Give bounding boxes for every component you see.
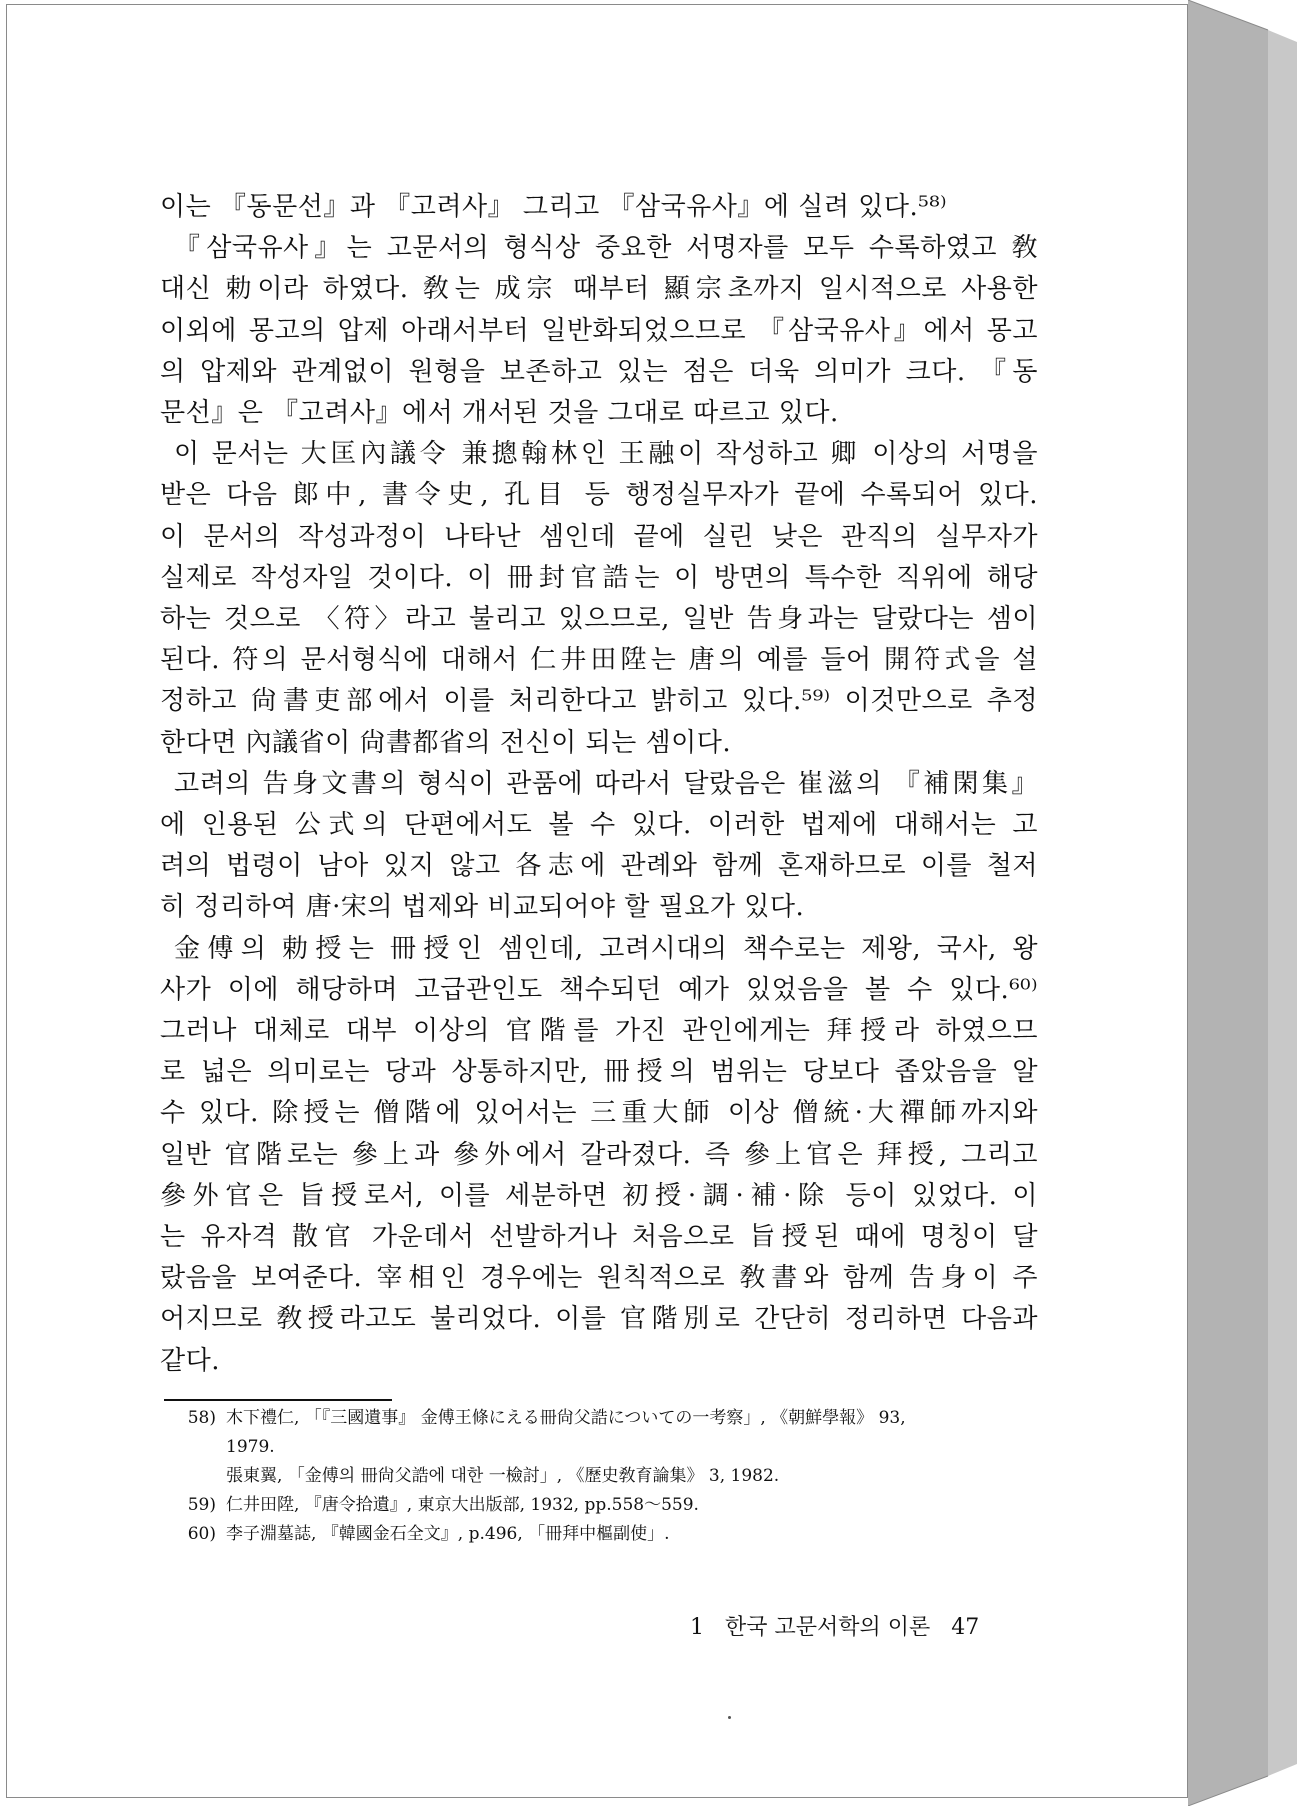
text-line: 일반 官階로는 參上과 參外에서 갈라졌다. 즉 參上官은 拜授, 그리고 [160, 1139, 1038, 1170]
footnote-line [170, 1520, 670, 1548]
text-line: 參外官은 旨授로서, 이를 세분하면 初授·調·補·除 등이 있었다. 이 [160, 1180, 1038, 1211]
footnote-line [170, 1462, 779, 1490]
text-line: 이외에 몽고의 압제 아래서부터 일반화되었으므로 『삼국유사』에서 몽고 [160, 315, 1038, 346]
chapter-title: 한국 고문서학의 이론 [725, 1615, 931, 1640]
text-line: 의 압제와 관계없이 원형을 보존하고 있는 점은 더욱 의미가 크다. 『동 [160, 356, 1038, 387]
text-line: 려의 법령이 남아 있지 않고 各志에 관례와 함께 혼재하므로 이를 철저 [160, 851, 1038, 882]
footnote-rule [164, 1399, 392, 1401]
footnote-line [170, 1404, 906, 1432]
speck [728, 1716, 731, 1719]
text-line: 히 정리하여 唐·宋의 법제와 비교되어야 할 필요가 있다. [160, 892, 805, 923]
page-number: 47 [951, 1615, 980, 1640]
text-line: 어지므로 敎授라고도 불리었다. 이를 官階別로 간단히 정리하면 다음과 [160, 1304, 1038, 1335]
text-line: 된다. 符의 문서형식에 대해서 仁井田陞는 唐의 예를 들어 開符式을 설 [160, 645, 1038, 676]
text-line: 수 있다. 除授는 僧階에 있어서는 三重大師 이상 僧統·大禪師까지와 [160, 1098, 1038, 1129]
text-line: 이 문서의 작성과정이 나타난 셈인데 끝에 실린 낮은 관직의 실무자가 [160, 521, 1038, 552]
footnote-number: 58) [187, 1408, 216, 1428]
text-line: 金傅의 勅授는 冊授인 셈인데, 고려시대의 책수로는 제왕, 국사, 왕 [174, 933, 1038, 964]
footnote-text: 仁井田陞, 『唐令拾遺』, 東京大出版部, 1932, pp.558～559. [226, 1495, 699, 1515]
text-line: 대신 勅이라 하였다. 敎는 成宗 때부터 顯宗초까지 일시적으로 사용한 [160, 274, 1038, 305]
footnote-number: 59) [187, 1495, 216, 1515]
page-footer [690, 1610, 993, 1641]
text-line: 문선』은 『고려사』에서 개서된 것을 그대로 따르고 있다. [160, 398, 839, 428]
footnote-text: 木下禮仁, 「『三國遺事』 金傅王條にえる冊尙父誥についての一考察」, 《朝鮮學報》 93, [226, 1408, 906, 1428]
text-line: 받은 다음 郞中, 書令史, 孔目 등 행정실무자가 끝에 수록되어 있다. [160, 480, 1038, 511]
text-line: 정하고 尙書吏部에서 이를 처리한다고 밝히고 있다.⁵⁹⁾ 이것만으로 추정 [160, 686, 1038, 717]
footnote-text: 1979. [226, 1437, 275, 1457]
text-line: 그러나 대체로 대부 이상의 官階를 가진 관인에게는 拜授라 하였으므 [160, 1016, 1038, 1046]
text-line: 로 넓은 의미로는 당과 상통하지만, 冊授의 범위는 당보다 좁았음을 알 [160, 1057, 1038, 1088]
text-line: 이는 『동문선』과 『고려사』 그리고 『삼국유사』에 실려 있다.⁵⁸⁾ [160, 192, 948, 222]
text-line: 같다. [160, 1345, 220, 1376]
text-line: 실제로 작성자일 것이다. 이 冊封官誥는 이 방면의 특수한 직위에 해당 [160, 562, 1038, 593]
footnote-number: 60) [187, 1524, 216, 1544]
footnote-text: 張東翼, 「金傅의 冊尙父誥에 대한 一檢討」, 《歷史敎育論集》 3, 1982. [226, 1466, 780, 1486]
text-line: 랐음을 보여준다. 宰相인 경우에는 원칙적으로 敎書와 함께 告身이 주 [160, 1263, 1038, 1294]
text-line: 고려의 告身文書의 형식이 관품에 따라서 달랐음은 崔滋의 『補閑集』 [174, 768, 1038, 799]
book-edge [1188, 0, 1297, 1806]
text-line: 하는 것으로 〈符〉라고 불리고 있으므로, 일반 告身과는 달랐다는 셈이 [160, 604, 1038, 634]
footnote-line [170, 1491, 699, 1519]
chapter-number: 1 [690, 1615, 704, 1640]
text-line: 한다면 內議省이 尙書都省의 전신이 되는 셈이다. [160, 727, 732, 758]
text-line: 사가 이에 해당하며 고급관인도 책수되던 예가 있었음을 볼 수 있다.⁶⁰⁾ [160, 974, 1038, 1005]
footnote-line [170, 1433, 275, 1461]
text-line: 『삼국유사』는 고문서의 형식상 중요한 서명자를 모두 수록하였고 敎 [174, 233, 1038, 264]
text-line: 는 유자격 散官 가운데서 선발하거나 처음으로 旨授된 때에 명칭이 달 [160, 1222, 1038, 1252]
text-line: 이 문서는 大匡內議令 兼摠翰林인 王融이 작성하고 卿 이상의 서명을 [174, 439, 1038, 470]
text-line: 에 인용된 公式의 단편에서도 볼 수 있다. 이러한 법제에 대해서는 고 [160, 810, 1038, 840]
footnote-text: 李子淵墓誌, 『韓國金石全文』, p.496, 「冊拜中樞副使」. [226, 1524, 670, 1544]
